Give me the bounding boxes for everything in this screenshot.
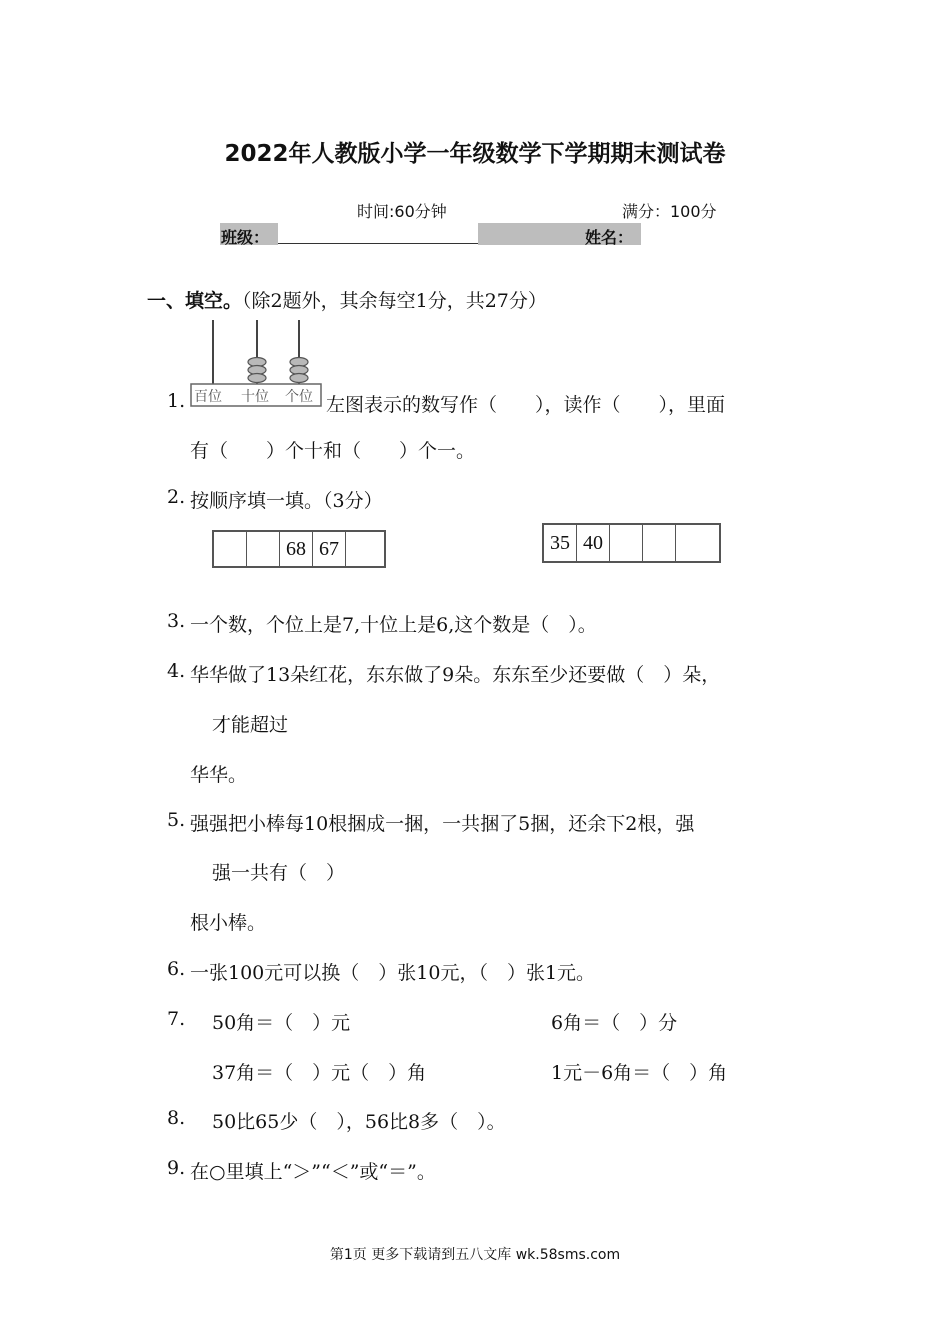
- q3-text: 一个数，个位上是7,十位上是6,这个数是（ ）。: [190, 614, 597, 636]
- full-score: 满分：100分: [622, 202, 717, 221]
- q3-number: 3.: [167, 610, 186, 632]
- q5-line1: 强强把小棒每10根捆成一捆，一共捆了5捆，还余下2根，强: [190, 813, 695, 835]
- q7-b: 6角＝（ ）分: [551, 1012, 678, 1034]
- q5-number: 5.: [167, 809, 186, 831]
- q1-line1: 左图表示的数写作（ ），读作（ ），里面: [326, 394, 726, 416]
- sequence-b-cell[interactable]: [643, 525, 676, 561]
- q1-number: 1.: [167, 390, 186, 412]
- q7-c: 37角＝（ ）元（ ）角: [212, 1062, 427, 1084]
- name-label: 姓名：: [585, 228, 634, 247]
- exam-time: 时间:60分钟: [357, 202, 447, 221]
- q2-number: 2.: [167, 486, 186, 508]
- section-heading: [147, 286, 547, 313]
- q6-number: 6.: [167, 958, 186, 980]
- page-title: 2022年人教版小学一年级数学下学期期末测试卷: [224, 141, 726, 167]
- q2-text: 按顺序填一填。（3分）: [190, 490, 383, 512]
- sequence-a-cell[interactable]: [214, 532, 247, 566]
- sequence-a-cell[interactable]: [247, 532, 280, 566]
- q8-number: 8.: [167, 1107, 186, 1129]
- class-label: 班级：: [221, 228, 270, 247]
- sequence-a-cell: 68: [280, 532, 313, 566]
- q7-a: 50角＝（ ）元: [212, 1012, 351, 1034]
- q6-text: 一张100元可以换（ ）张10元，（ ）张1元。: [190, 962, 596, 984]
- q4-line1: 华华做了13朵红花，东东做了9朵。东东至少还要做（ ）朵，: [190, 664, 721, 686]
- sequence-a-cell: 67: [313, 532, 346, 566]
- sequence-b-cell: 35: [544, 525, 577, 561]
- abacus-label-tens: 十位: [241, 389, 269, 405]
- q4-line2: 才能超过: [212, 714, 289, 736]
- q7-d: 1元－6角＝（ ）角: [551, 1062, 728, 1084]
- q9-number: 9.: [167, 1157, 186, 1179]
- q4-number: 4.: [167, 660, 186, 682]
- q8-text: 50比65少（ ），56比8多（ ）。: [212, 1111, 506, 1133]
- abacus-label-hundreds: 百位: [194, 389, 222, 405]
- q5-line3: 根小棒。: [190, 912, 267, 934]
- sequence-b-cell[interactable]: [610, 525, 643, 561]
- section-note: （除2题外，其余每空1分，共27分）: [242, 290, 547, 312]
- class-field[interactable]: [278, 223, 478, 244]
- abacus-figure: [188, 318, 324, 413]
- sequence-a-cell[interactable]: [346, 532, 378, 566]
- q5-line2: 强一共有（ ）: [212, 862, 346, 884]
- q7-number: 7.: [167, 1008, 186, 1030]
- q9-text: 在○里填上“＞”“＜”或“＝”。: [190, 1161, 436, 1183]
- page-footer: 第1页 更多下载请到五八文库 wk.58sms.com: [329, 1247, 621, 1263]
- abacus-label-ones: 个位: [285, 389, 313, 405]
- q4-line3: 华华。: [190, 764, 248, 786]
- q1-line2: 有（ ）个十和（ ）个一。: [190, 440, 476, 462]
- number-sequence-a: [212, 530, 386, 568]
- number-sequence-b: [542, 523, 721, 563]
- sequence-b-cell[interactable]: [676, 525, 708, 561]
- sequence-b-cell: 40: [577, 525, 610, 561]
- section-title: 一、填空。: [147, 290, 243, 312]
